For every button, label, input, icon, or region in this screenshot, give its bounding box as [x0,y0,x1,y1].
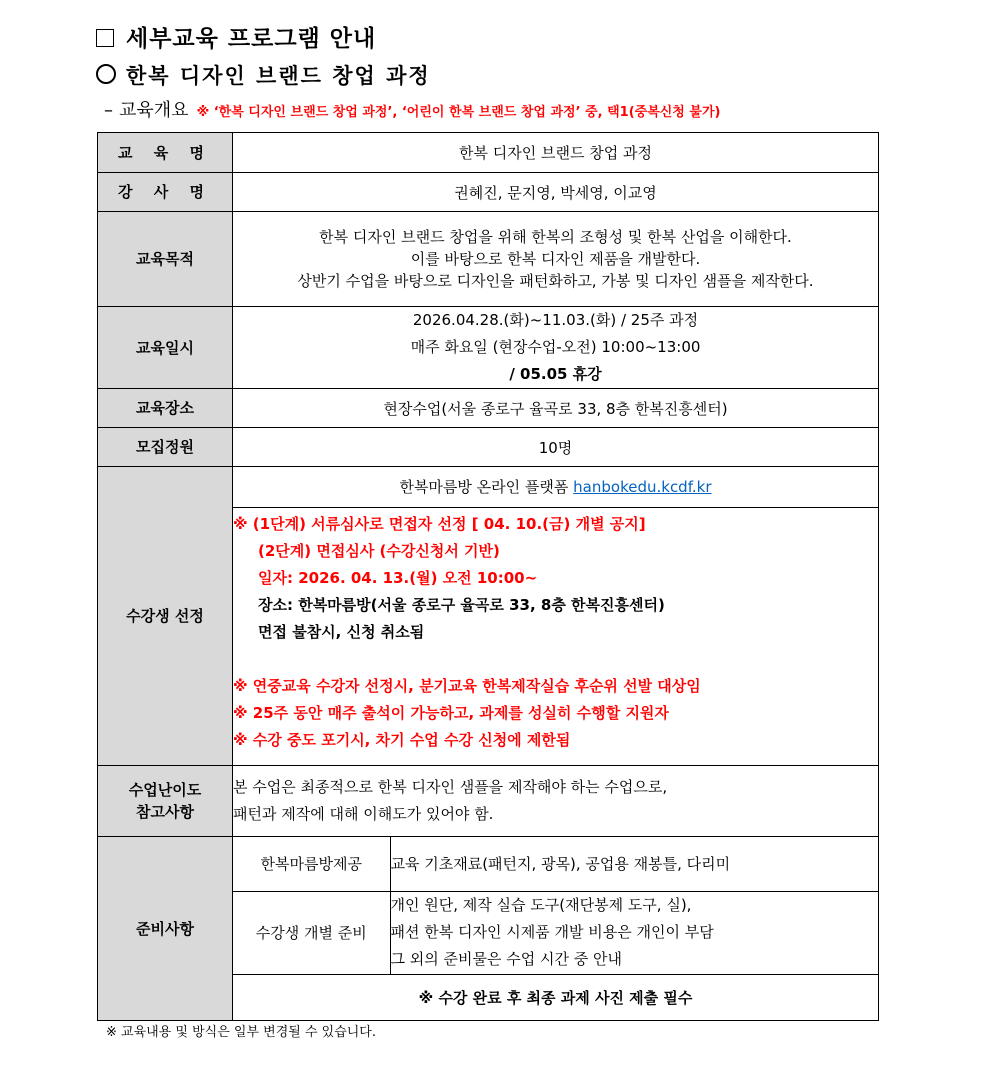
location-row [98,389,879,428]
selection-step1: ※ (1단계) 서류심사로 면접자 선정 [ 04. 10.(금) 개별 공지] [233,514,646,533]
personal-line: 개인 원단, 제작 실습 도구(재단봉제 도구, 실), [390,896,692,914]
instructors-label: 강 사 명 [98,173,233,212]
preparation-row [98,837,879,1021]
circle-bullet-icon [96,64,116,84]
difficulty-row [98,766,879,837]
selection-value [233,467,879,766]
overview-heading [104,96,720,122]
provided-value: 교육 기초재료(패턴지, 광목), 공업용 재봉틀, 다리미 [390,837,878,891]
preparation-label: 준비사항 [98,837,233,1021]
difficulty-value [233,766,879,837]
program-heading [96,60,431,90]
overview-title: 교육개요 [119,100,189,121]
schedule-value [233,307,879,389]
location-label: 교육장소 [98,389,233,428]
interview-absence: 면접 불참시, 신청 취소됨 [258,622,425,641]
course-name-row [98,133,879,173]
course-name-label: 교 육 명 [98,133,233,173]
objective-line: 이를 바탕으로 한복 디자인 제품을 개발한다. [410,250,701,268]
provided-label: 한복마름방제공 [233,837,390,891]
checkbox-square-icon [96,29,114,47]
section-heading [96,20,376,53]
platform-text: 한복마름방 온라인 플랫폼 [399,478,569,497]
selection-row [98,467,879,766]
program-info-table [97,132,879,1021]
preparation-value [233,837,879,1021]
instructors-value: 권혜진, 문지영, 박세영, 이교영 [233,173,879,212]
difficulty-label-line1: 수업난이도 [128,781,202,799]
dash-bullet: – [104,100,113,121]
selection-details [233,507,878,765]
section-heading-text: 세부교육 프로그램 안내 [126,26,377,52]
final-note: ※ 수강 완료 후 최종 과제 사진 제출 필수 [418,988,693,1007]
objective-value [233,212,879,307]
personal-value [390,891,878,974]
instructors-row [98,173,879,212]
selection-note: ※ 수강 중도 포기시, 차기 수업 수강 신청에 제한됨 [233,730,571,749]
interview-place: 장소: 한복마름방(서울 종로구 율곡로 33, 8층 한복진흥센터) [258,595,665,614]
selection-platform [233,467,878,507]
program-heading-text: 한복 디자인 브랜드 창업 과정 [126,64,431,88]
capacity-label: 모집정원 [98,428,233,467]
selection-step2: (2단계) 면접심사 (수강신청서 기반) [258,541,500,560]
personal-line: 패션 한복 디자인 시제품 개발 비용은 개인이 부담 [390,923,714,941]
selection-label: 수강생 선정 [98,467,233,766]
platform-link[interactable]: hanbokedu.kcdf.kr [573,478,712,497]
schedule-row [98,307,879,389]
schedule-line: 2026.04.28.(화)~11.03.(화) / 25주 과정 [412,311,699,329]
capacity-value: 10명 [233,428,879,467]
personal-label: 수강생 개별 준비 [233,891,390,974]
difficulty-line: 본 수업은 최종적으로 한복 디자인 샘플을 제작해야 하는 수업으로, [233,778,668,796]
schedule-holiday: / 05.05 휴강 [509,365,602,383]
difficulty-label [98,766,233,837]
overview-notice: ※ ‘한복 디자인 브랜드 창업 과정’, ‘어린이 한복 브랜드 창업 과정’ 중, 택1(중복신청 불가) [196,105,721,120]
objective-label: 교육목적 [98,212,233,307]
personal-line: 그 외의 준비물은 수업 시간 중 안내 [390,950,622,968]
capacity-row [98,428,879,467]
selection-note: ※ 25주 동안 매주 출석이 가능하고, 과제를 성실히 수행할 지원자 [233,703,669,722]
selection-note: ※ 연중교육 수강자 선정시, 분기교육 한복제작실습 후순위 선발 대상임 [233,676,701,695]
footer-note: ※ 교육내용 및 방식은 일부 변경될 수 있습니다. [106,1025,376,1040]
interview-date: 일자: 2026. 04. 13.(월) 오전 10:00~ [258,568,538,587]
objective-line: 상반기 수업을 바탕으로 디자인을 패턴화하고, 가봉 및 디자인 샘플을 제작한다. [297,272,814,290]
difficulty-label-line2: 참고사항 [136,803,194,821]
schedule-label: 교육일시 [98,307,233,389]
location-value: 현장수업(서울 종로구 율곡로 33, 8층 한복진흥센터) [233,389,879,428]
spacer [233,646,878,673]
difficulty-line: 패턴과 제작에 대해 이해도가 있어야 함. [233,805,494,823]
objective-line: 한복 디자인 브랜드 창업을 위해 한복의 조형성 및 한복 산업을 이해한다. [319,228,792,246]
course-name-value: 한복 디자인 브랜드 창업 과정 [233,133,879,173]
objective-row [98,212,879,307]
schedule-line: 매주 화요일 (현장수업-오전) 10:00~13:00 [410,338,701,356]
